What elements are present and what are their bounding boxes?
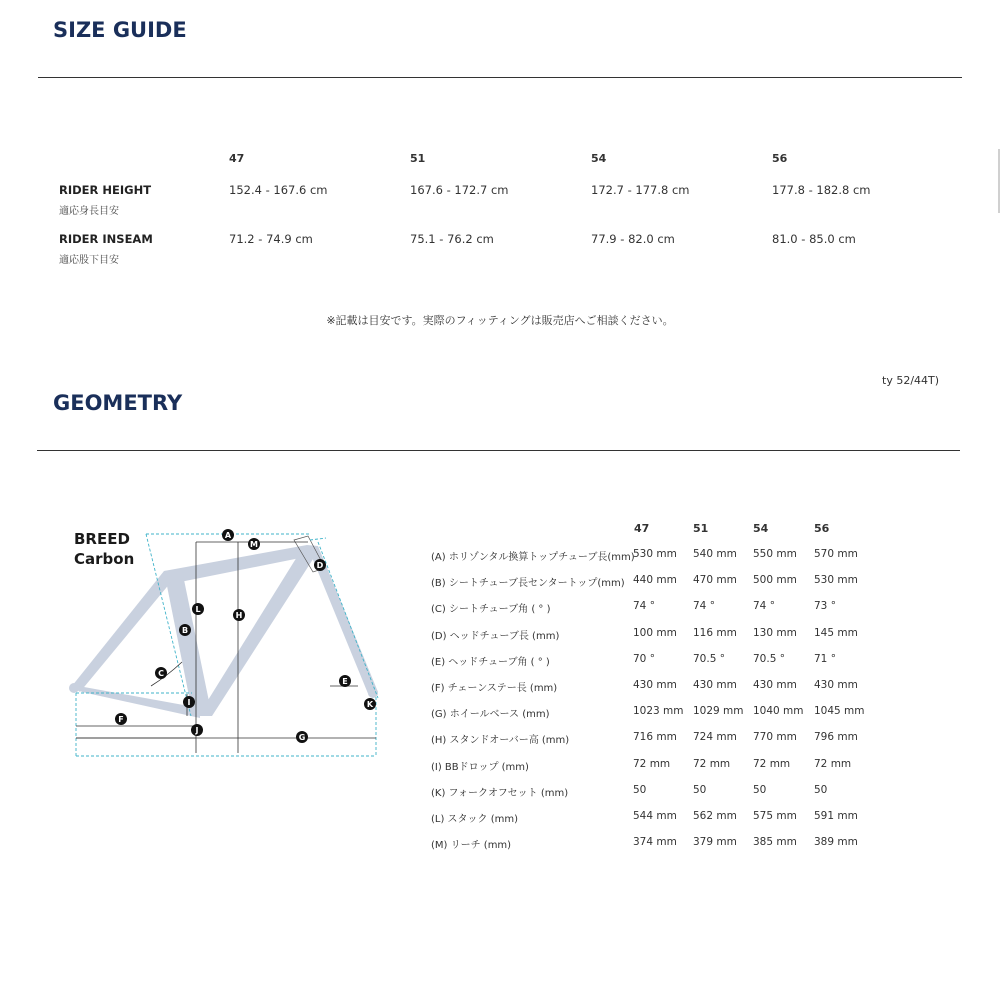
- geometry-divider: [37, 450, 960, 451]
- rider-inseam-value: 71.2 - 74.9 cm: [229, 232, 313, 246]
- geometry-row-value: 389 mm: [814, 836, 858, 848]
- rider-inseam-value: 75.1 - 76.2 cm: [410, 232, 494, 246]
- geo-header-56: 56: [814, 522, 830, 535]
- fitting-note: ※記載は目安です。実際のフィッティングは販売店へご相談ください。: [326, 314, 674, 327]
- geometry-row-value: 430 mm: [753, 679, 797, 691]
- svg-text:G: G: [298, 733, 306, 742]
- marker-H-icon: [233, 609, 245, 621]
- marker-A-icon: [222, 529, 234, 541]
- svg-text:E: E: [342, 677, 348, 686]
- geometry-row-value: 430 mm: [633, 679, 677, 691]
- geometry-row-value: 716 mm: [633, 731, 677, 743]
- geometry-row-value: 374 mm: [633, 836, 677, 848]
- geometry-row-value: 74 °: [693, 600, 715, 612]
- cut-off-text: ty 52/44T): [882, 374, 940, 387]
- size-header-47: 47: [229, 152, 245, 165]
- rider-inseam-label: RIDER INSEAM: [59, 232, 153, 246]
- svg-text:C: C: [158, 669, 164, 678]
- marker-L-icon: [192, 603, 204, 615]
- geometry-row-label: (M) リーチ (mm): [431, 840, 512, 851]
- geometry-row-value: 72 mm: [753, 758, 791, 770]
- geo-header-47: 47: [634, 522, 650, 535]
- rider-height-sublabel: 適応身長目安: [59, 206, 119, 217]
- rider-inseam-value: 77.9 - 82.0 cm: [591, 232, 675, 246]
- svg-text:D: D: [316, 561, 324, 570]
- rider-inseam-value: 81.0 - 85.0 cm: [772, 232, 856, 246]
- geometry-row-value: 562 mm: [693, 810, 737, 822]
- geometry-row-label: (L) スタック (mm): [431, 814, 519, 825]
- geometry-row-value: 70.5 °: [693, 653, 725, 665]
- marker-E-icon: [339, 675, 351, 687]
- geometry-row-value: 540 mm: [693, 548, 737, 560]
- svg-text:F: F: [118, 715, 124, 724]
- geometry-row-value: 72 mm: [693, 758, 731, 770]
- svg-text:H: H: [235, 611, 243, 620]
- geometry-row-label: (E) ヘッドチューブ角 ( ° ): [431, 657, 550, 668]
- brand-name: BREED: [74, 530, 130, 548]
- geometry-row-value: 570 mm: [814, 548, 858, 560]
- geometry-row-value: 130 mm: [753, 627, 797, 639]
- geometry-row-value: 530 mm: [814, 574, 858, 586]
- size-guide-divider: [38, 77, 962, 78]
- geometry-row-value: 116 mm: [693, 627, 737, 639]
- geometry-row-value: 379 mm: [693, 836, 737, 848]
- marker-J-icon: [191, 724, 203, 736]
- geo-header-54: 54: [753, 522, 769, 535]
- geometry-row-value: 73 °: [814, 600, 836, 612]
- geo-header-51: 51: [693, 522, 709, 535]
- geometry-row-label: (B) シートチューブ長センタートップ(mm): [431, 578, 625, 589]
- geometry-row-value: 724 mm: [693, 731, 737, 743]
- geometry-row-value: 70 °: [633, 653, 655, 665]
- svg-text:B: B: [181, 626, 189, 635]
- geometry-row-value: 100 mm: [633, 627, 677, 639]
- geometry-row-value: 71 °: [814, 653, 836, 665]
- geometry-row-value: 544 mm: [633, 810, 677, 822]
- geometry-row-value: 50: [633, 784, 647, 796]
- marker-F-icon: [115, 713, 127, 725]
- marker-I-icon: [183, 696, 195, 708]
- marker-M-icon: [248, 538, 260, 550]
- rider-height-label: RIDER HEIGHT: [59, 183, 152, 197]
- geometry-row-value: 145 mm: [814, 627, 858, 639]
- geometry-row-value: 1029 mm: [693, 705, 744, 717]
- geometry-row-label: (I) BBドロップ (mm): [431, 762, 529, 773]
- geometry-row-value: 72 mm: [814, 758, 852, 770]
- geometry-row-value: 591 mm: [814, 810, 858, 822]
- geometry-row-value: 385 mm: [753, 836, 797, 848]
- geometry-row-value: 1045 mm: [814, 705, 865, 717]
- rider-height-value: 172.7 - 177.8 cm: [591, 183, 690, 197]
- geometry-row-value: 500 mm: [753, 574, 797, 586]
- geometry-row-label: (C) シートチューブ角 ( ° ): [431, 604, 551, 615]
- geometry-row-value: 770 mm: [753, 731, 797, 743]
- marker-D-icon: [314, 559, 326, 571]
- size-guide-title: SIZE GUIDE: [53, 18, 187, 42]
- size-header-51: 51: [410, 152, 426, 165]
- geometry-row-value: 74 °: [633, 600, 655, 612]
- rider-height-value: 177.8 - 182.8 cm: [772, 183, 871, 197]
- svg-text:K: K: [366, 700, 374, 709]
- geometry-row-value: 430 mm: [814, 679, 858, 691]
- geometry-row-value: 50: [814, 784, 828, 796]
- svg-text:I: I: [187, 698, 191, 707]
- size-header-54: 54: [591, 152, 607, 165]
- frame-geometry-diagram: [60, 520, 390, 760]
- geometry-row-value: 74 °: [753, 600, 775, 612]
- geometry-row-value: 530 mm: [633, 548, 677, 560]
- brand-model: Carbon: [74, 550, 135, 568]
- marker-B-icon: [179, 624, 191, 636]
- geometry-row-value: 796 mm: [814, 731, 858, 743]
- geometry-row-value: 50: [693, 784, 707, 796]
- svg-text:M: M: [250, 540, 258, 549]
- rider-inseam-sublabel: 適応股下目安: [59, 255, 119, 266]
- geometry-row-value: 430 mm: [693, 679, 737, 691]
- marker-C-icon: [155, 667, 167, 679]
- geometry-row-label: (D) ヘッドチューブ長 (mm): [431, 631, 560, 642]
- geometry-title: GEOMETRY: [53, 391, 183, 415]
- marker-K-icon: [364, 698, 376, 710]
- svg-text:A: A: [224, 531, 232, 540]
- geometry-row-value: 550 mm: [753, 548, 797, 560]
- geometry-row-value: 470 mm: [693, 574, 737, 586]
- geometry-row-value: 1023 mm: [633, 705, 684, 717]
- geometry-row-label: (A) ホリゾンタル換算トップチューブ長(mm): [431, 552, 635, 563]
- geometry-row-value: 1040 mm: [753, 705, 804, 717]
- geometry-row-value: 70.5 °: [753, 653, 785, 665]
- geometry-row-value: 50: [753, 784, 767, 796]
- svg-text:L: L: [195, 605, 201, 614]
- geometry-row-value: 72 mm: [633, 758, 671, 770]
- rider-height-value: 152.4 - 167.6 cm: [229, 183, 328, 197]
- geometry-row-value: 440 mm: [633, 574, 677, 586]
- geometry-row-label: (K) フォークオフセット (mm): [431, 788, 569, 799]
- geometry-row-value: 575 mm: [753, 810, 797, 822]
- svg-text:J: J: [195, 726, 199, 735]
- size-header-56: 56: [772, 152, 788, 165]
- rider-height-value: 167.6 - 172.7 cm: [410, 183, 509, 197]
- geometry-row-label: (G) ホイールベース (mm): [431, 709, 550, 720]
- geometry-row-label: (F) チェーンステー長 (mm): [431, 683, 558, 694]
- geometry-row-label: (H) スタンドオーバー高 (mm): [431, 735, 570, 746]
- marker-G-icon: [296, 731, 308, 743]
